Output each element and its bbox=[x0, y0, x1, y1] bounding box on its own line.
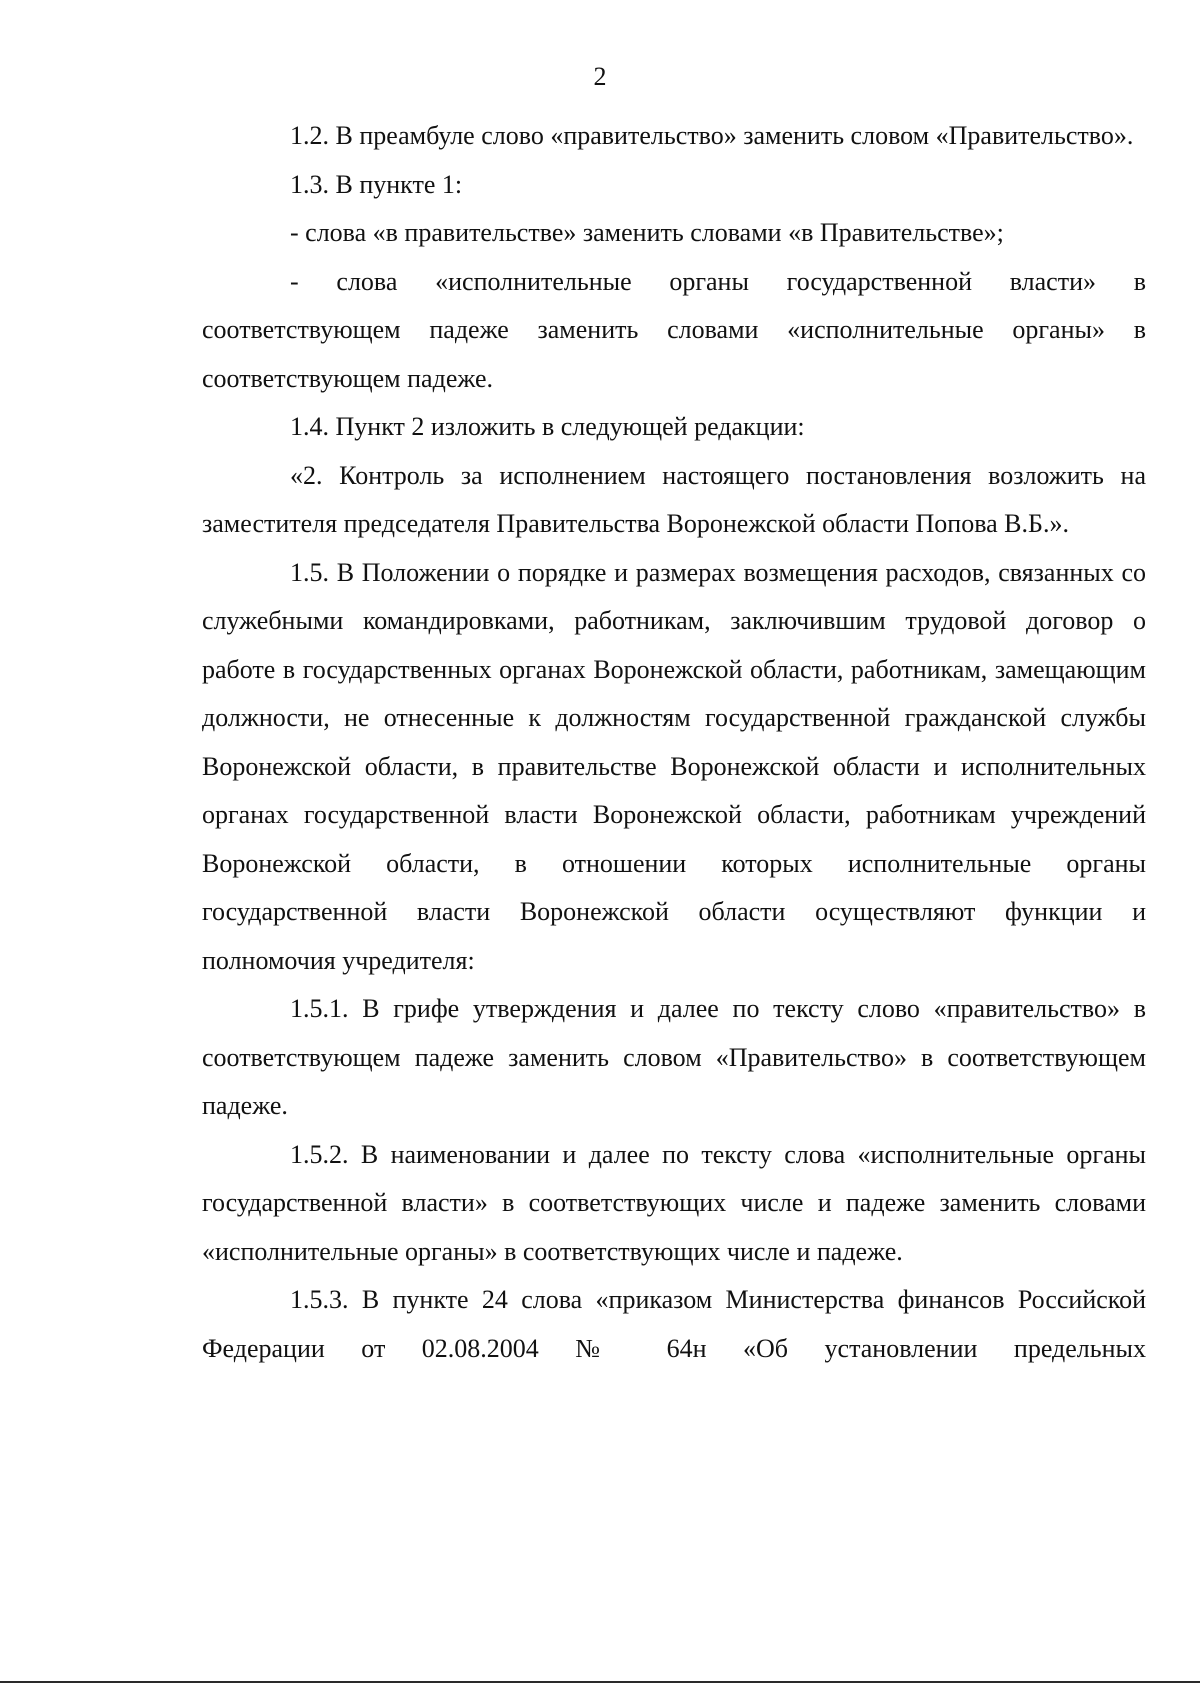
paragraph-1-5-1: 1.5.1. В грифе утверждения и далее по тексту слово «правительство» в соответствующем падеже заменить словом «Правительство» в соответствующем падеже. bbox=[202, 994, 1146, 1120]
paragraph-1-4-quote: «2. Контроль за исполнением настоящего постановления возложить на заместителя председателя Правительства Воронежской области Попова В.Б.». bbox=[202, 460, 1146, 538]
page-number: 2 bbox=[593, 62, 607, 91]
paragraph-1-4: 1.4. Пункт 2 изложить в следующей редакции: bbox=[290, 412, 805, 441]
paragraph-1-5: 1.5. В Положении о порядке и размерах возмещения расходов, связанных со служебными командировками, работникам, заключившим трудовой договор о работе в государственных органах Воронежской области, работникам, замещающим должности, не отнесенные к должностям государственной гражданской службы Воронежской области, в правительстве Воронежской области и исполнительных органах государственной власти Воронежской области, работникам учреждений Воронежской области, в отношении которых исполнительные органы государственной власти Воронежской области осуществляют функции и полномочия учредителя: bbox=[202, 557, 1146, 975]
scan-bottom-edge bbox=[0, 1681, 1200, 1683]
paragraph-1-3-item-1: - слова «в правительстве» заменить словами «в Правительстве»; bbox=[290, 218, 1004, 247]
paragraph-1-3: 1.3. В пункте 1: bbox=[290, 169, 463, 199]
paragraph-1-5-3: 1.5.3. В пункте 24 слова «приказом Министерства финансов Российской Федерации от 02.08.2004 № 64н «Об установлении предельных bbox=[202, 1285, 1146, 1363]
paragraph-1-2: 1.2. В преамбуле слово «правительство» заменить словом «Правительство». bbox=[290, 121, 1134, 150]
paragraph-1-3-item-2: - слова «исполнительные органы государственной власти» в соответствующем падеже заменить словами «исполнительные органы» в соответствующем падеже. bbox=[202, 266, 1146, 393]
document-body bbox=[202, 112, 1146, 1373]
paragraph-1-5-2: 1.5.2. В наименовании и далее по тексту слова «исполнительные органы государственной власти» в соответствующих числе и падеже заменить словами «исполнительные органы» в соответствующих числе и падеже. bbox=[202, 1139, 1146, 1266]
